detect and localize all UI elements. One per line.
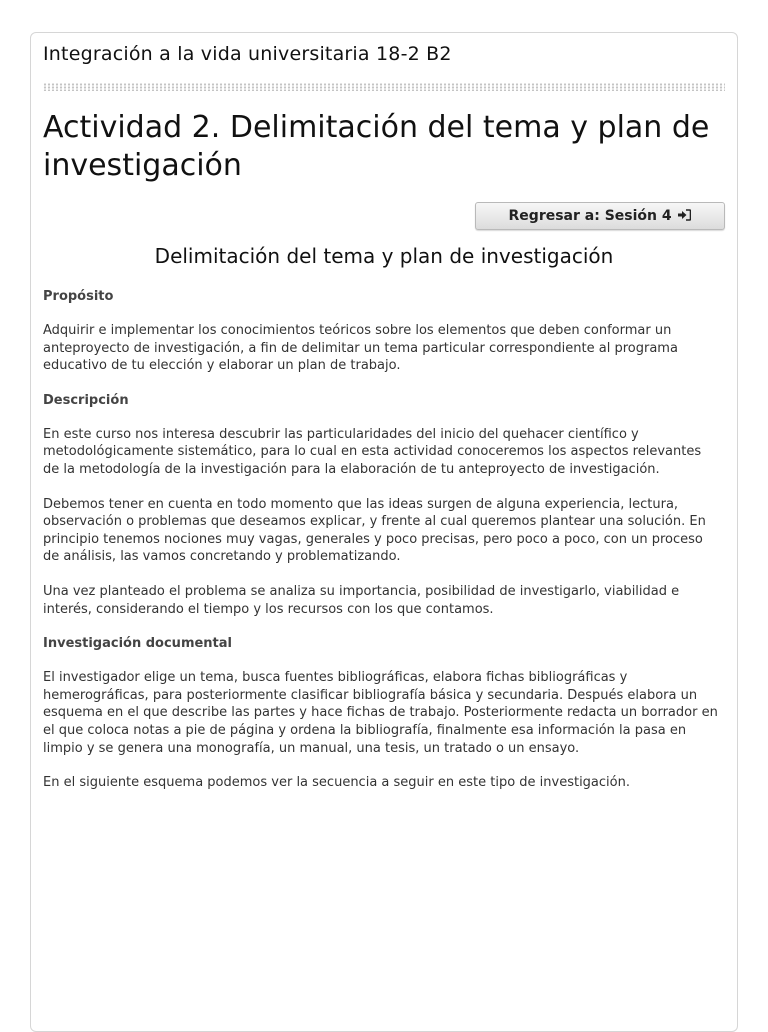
paragraph: Debemos tener en cuenta en todo momento que las ideas surgen de alguna experiencia, lectura, observación o problemas que deseamos explicar, y frente al cual queremos plantear una solución. En principio tenemos nociones muy vagas, generales y poco precisas, pero poco a poco, con un proceso de análisis, las vamos concretando y problematizando. [43, 496, 706, 565]
section-heading-descripcion: Descripción [43, 392, 129, 408]
section-heading-investigacion-documental: Investigación documental [43, 636, 233, 652]
sign-in-icon [678, 204, 691, 230]
paragraph: Adquirir e implementar los conocimientos teóricos sobre los elementos que deben conformar un anteproyecto de investigación, a fin de delimitar un tema particular correspondiente al programa educativo de tu elección y elaborar un plan de trabajo. [43, 323, 678, 374]
paragraph: Una vez planteado el problema se analiza su importancia, posibilidad de investigarlo, viabilidad e interés, considerando el tiempo y los recursos con los que contamos. [43, 583, 680, 617]
paragraph: En el siguiente esquema podemos ver la secuencia a seguir en este tipo de investigación. [43, 775, 630, 791]
section-heading-proposito: Propósito [43, 289, 114, 304]
activity-title: Actividad 2. Delimitación del tema y plan de investigación [43, 110, 710, 183]
activity-page-card [30, 32, 738, 1032]
paragraph: En este curso nos interesa descubrir las particularidades del inicio del quehacer científico y metodológicamente sistemático, para lo cual en esta actividad conoceremos los aspectos relevantes de la metodología de la investigación para la elaboración de tu anteproyecto de investigación. [43, 426, 702, 477]
course-title: Integración a la vida universitaria 18-2 B2 [43, 43, 452, 65]
paragraph: El investigador elige un tema, busca fuentes bibliográficas, elabora fichas bibliográficas y hemerográficas, para posteriormente clasificar bibliografía básica y secundaria. Después elabora un esquema en el que describe las partes y hace fichas de trabajo. Posteriormente redacta un borrador en el que coloca notas a pie de página y ordena la bibliografía, finalmente esa información la pasa en limpio y se genera una monografía, un manual, una tesis, un tratado o un ensayo. [43, 670, 718, 756]
dotted-divider [43, 83, 725, 91]
back-button-label: Regresar a: Sesión 4 [508, 208, 672, 224]
back-to-session-button[interactable] [475, 202, 725, 230]
activity-content [43, 288, 719, 809]
content-heading: Delimitación del tema y plan de investigación [154, 244, 614, 268]
